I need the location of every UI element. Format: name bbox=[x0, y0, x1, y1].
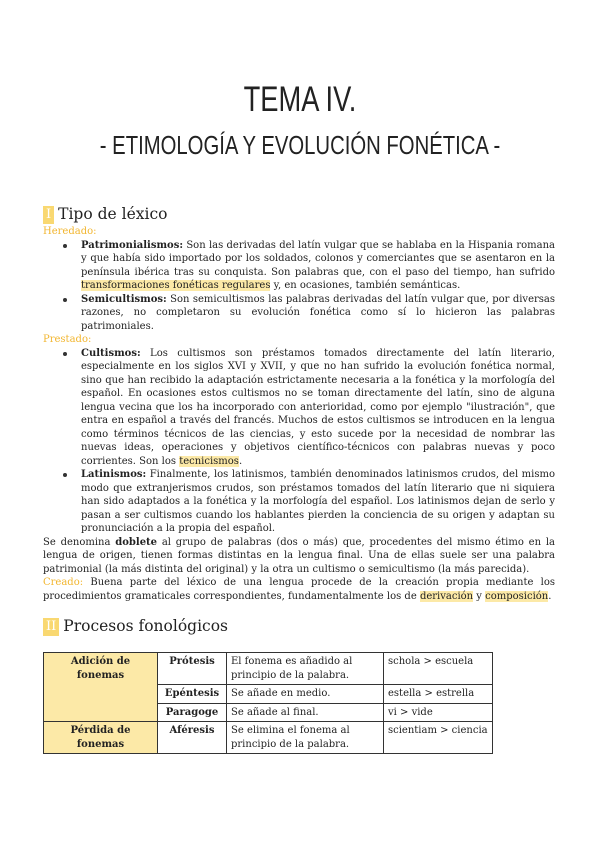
example-cell: scientiam > ciencia bbox=[384, 722, 493, 754]
process-cell: Paragoge bbox=[158, 703, 227, 722]
term: Semicultismos: bbox=[81, 293, 167, 305]
highlighted-text: composición bbox=[485, 590, 549, 602]
term: Latinismos: bbox=[81, 469, 147, 480]
section-number-badge: II bbox=[43, 618, 59, 636]
list-item bbox=[81, 347, 555, 469]
example-cell: schola > escuela bbox=[384, 653, 493, 685]
term: Cultismos: bbox=[81, 347, 141, 359]
list-prestado bbox=[43, 347, 555, 536]
item-text: Son las derivadas del latín vulgar que se hablaba en la Hispania romana y que había sido importado por los soldados, colonos y comerciantes que se asentaron en la península ibérica tras su conquista. Son palabras que, con el paso del tiempo, han sufrido bbox=[81, 239, 555, 278]
document-title: TEMA IV. bbox=[243, 80, 357, 119]
document-subtitle: - ETIMOLOGÍA Y EVOLUCIÓN FONÉTICA - bbox=[99, 130, 501, 160]
phonological-processes-table bbox=[43, 652, 493, 754]
process-cell: Aféresis bbox=[158, 722, 227, 754]
section-title: Tipo de léxico bbox=[58, 205, 168, 224]
subheading-heredado: Heredado: bbox=[43, 226, 97, 237]
description-cell: El fonema es añadido al principio de la palabra. bbox=[227, 653, 384, 685]
example-cell: vi > vide bbox=[384, 703, 493, 722]
highlighted-text: tecnicismos bbox=[179, 455, 239, 467]
title-block bbox=[0, 0, 600, 160]
doblete-paragraph bbox=[43, 536, 555, 577]
table-row bbox=[44, 653, 493, 685]
content bbox=[43, 200, 555, 637]
group-cell: Adición de fonemas bbox=[44, 653, 158, 722]
process-cell: Prótesis bbox=[158, 653, 227, 685]
highlighted-text: transformaciones fonéticas regulares bbox=[81, 280, 271, 291]
group-cell: Pérdida de fonemas bbox=[44, 722, 158, 754]
description-cell: Se añade al final. bbox=[227, 703, 384, 722]
list-heredado bbox=[43, 239, 555, 334]
term: Patrimonialismos: bbox=[81, 239, 184, 251]
creado-paragraph bbox=[43, 576, 555, 603]
para-text: y bbox=[473, 590, 486, 602]
highlighted-text: derivación bbox=[419, 590, 474, 602]
item-text: Finalmente, los latinismos, también denominados latinismos crudos, del mismo modo que extranjerismos crudos, son préstamos tomados del latín literario que ni siquiera han sido adaptados a la fonética y la morfología del español. Los latinismos dejan de serlo y pasan a ser cultismos cuando los hablantes pierden la conciencia de su origen y adaptan su pronunciación a la propia del español. bbox=[81, 469, 555, 534]
section-title: Procesos fonológicos bbox=[63, 617, 228, 636]
subheading-creado: Creado: bbox=[43, 577, 84, 588]
list-item bbox=[81, 239, 555, 293]
section-heading-tipo-de-lexico bbox=[43, 205, 555, 225]
para-text: Se denomina bbox=[43, 536, 116, 548]
list-item bbox=[81, 468, 555, 536]
para-text: Buena parte del léxico de una lengua procede de la creación propia mediante los procedimientos gramaticales correspondientes, fundamentalmente los de bbox=[43, 577, 555, 602]
para-text: . bbox=[548, 590, 552, 602]
section-number-badge: I bbox=[43, 206, 54, 224]
item-text-end: . bbox=[238, 455, 243, 467]
item-text-end: y, en ocasiones, también semánticas. bbox=[270, 280, 461, 291]
list-item bbox=[81, 293, 555, 334]
description-cell: Se añade en medio. bbox=[227, 685, 384, 704]
table-row bbox=[44, 722, 493, 754]
section-heading-procesos bbox=[43, 617, 555, 637]
item-text: Los cultismos son préstamos tomados directamente del latín literario, especialmente en los siglos XVI y XVII, y que no han sufrido la evolución fonética normal, sino que han recibido la adaptación estrictamente necesaria a la fonética y la morfología del español. En ocasiones estos cultismos no se toman directamente del latín, sino de alguna lengua vecina que los ha incorporado con anterioridad, como por ejemplo "ilustración", que entra en español a través del francés. Muchos de estos cultismos se introducen en la lengua como términos técnicos de las ciencias, y esto sucede por la necesidad de nombrar las nuevas ideas, operaciones y objetivos científico-técnicos con palabras nuevas y poco corrientes. Son los bbox=[81, 347, 555, 467]
process-cell: Epéntesis bbox=[158, 685, 227, 704]
subheading-prestado: Prestado: bbox=[43, 334, 92, 345]
item-text: Son semicultismos las palabras derivadas del latín vulgar que, por diversas razones, no completaron su evolución fonética como sí lo hicieron las palabras patrimoniales. bbox=[81, 293, 555, 332]
para-text: al grupo de palabras (dos o más) que, procedentes del mismo étimo en la lengua de origen, tienen formas distintas en la lengua final. Una de ellas suele ser una palabra patrimonial (la más distinta del original) y la otra un cultismo o semicultismo (la más parecida). bbox=[43, 536, 555, 575]
example-cell: estella > estrella bbox=[384, 685, 493, 704]
description-cell: Se elimina el fonema al principio de la palabra. bbox=[227, 722, 384, 754]
bold-term: doblete bbox=[115, 536, 158, 548]
